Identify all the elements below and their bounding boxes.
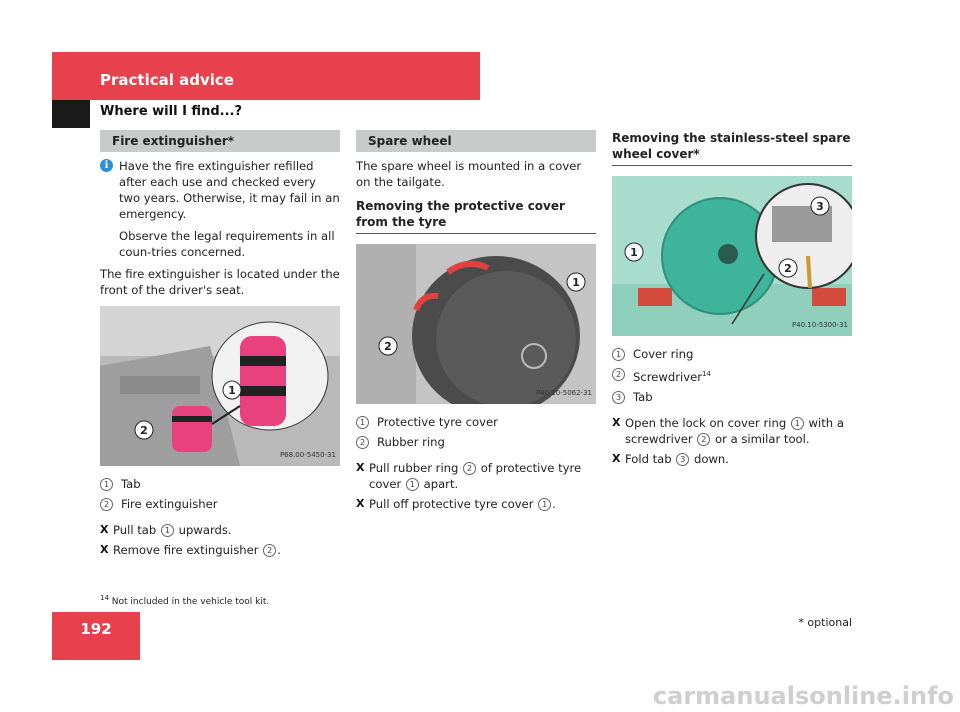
legend-item: 2 Rubber ring [356, 434, 596, 450]
column-fire-extinguisher [100, 130, 340, 562]
info-icon: i [100, 159, 113, 172]
fire-extinguisher-location-text: The fire extinguisher is located under the front of the driver's seat. [100, 267, 340, 297]
instruction-step: X Pull tab 1 upwards. [100, 523, 232, 537]
stainless-cover-heading: Removing the stainless-steel spare wheel cover* [612, 130, 852, 166]
spare-wheel-text: The spare wheel is mounted in a cover on the tailgate. [356, 159, 582, 189]
header-tab-marker [52, 100, 90, 128]
svg-text:1: 1 [228, 384, 236, 397]
info-note-text-2: Observe the legal requirements in all coun-tries concerned. [119, 229, 335, 259]
stainless-cover-photo [612, 176, 852, 336]
step-arrow-icon: X [612, 415, 621, 429]
svg-text:2: 2 [140, 424, 148, 437]
step-arrow-icon: X [612, 451, 621, 465]
optional-note: * optional [798, 616, 852, 629]
svg-text:1: 1 [572, 276, 580, 289]
step-arrow-icon: X [100, 543, 109, 556]
info-note-text-1: Have the fire extinguisher refilled after each use and checked every two years. Otherwise, it may fail in an emergency. [119, 159, 340, 221]
footnote: $^{14}$ Not included in the vehicle tool kit. [100, 594, 270, 607]
fire-extinguisher-photo [100, 306, 340, 466]
remove-cover-subheading: Removing the protective cover from the tyre [356, 198, 596, 234]
photo-reference-code: P40.10-5300-31 [791, 321, 848, 329]
instruction-step: X Remove fire extinguisher 2 . [100, 543, 281, 557]
section-title: Practical advice [100, 71, 234, 89]
step-arrow-icon: X [100, 523, 109, 536]
column-spare-wheel [356, 130, 596, 516]
legend-item: 1 Cover ring [612, 346, 852, 362]
info-note [100, 158, 340, 266]
instruction-step: X Pull rubber ring 2 of protective tyre cover 1 apart. [356, 461, 582, 491]
photo-reference-code: P40.10-5062-31 [535, 389, 592, 397]
svg-text:3: 3 [816, 200, 824, 213]
step-arrow-icon: X [356, 497, 365, 510]
instruction-step: X Fold tab 3 down. [612, 451, 729, 466]
spare-wheel-photo [356, 244, 596, 404]
subsection-title: Where will I find...? [100, 104, 242, 119]
spare-wheel-heading: Spare wheel [356, 130, 596, 152]
watermark: carmanualsonline.info [652, 682, 954, 710]
instruction-step: X Open the lock on cover ring 1 with a screwdriver 2 or a similar tool. [612, 415, 844, 446]
column-stainless-cover [612, 130, 852, 471]
photo-reference-code: P68.00-5450-31 [279, 451, 336, 459]
legend-item: 2 Fire extinguisher [100, 496, 340, 512]
legend-item: 3 Tab [612, 389, 852, 405]
fire-extinguisher-heading: Fire extinguisher* [100, 130, 340, 152]
step-arrow-icon: X [356, 461, 365, 474]
legend-item: 2 Screwdriver$^{14}$ [612, 366, 852, 385]
svg-text:2: 2 [784, 262, 792, 275]
instruction-step: X Pull off protective tyre cover 1 . [356, 497, 556, 511]
legend-item: 1 Protective tyre cover [356, 414, 596, 430]
svg-text:2: 2 [384, 340, 392, 353]
svg-text:1: 1 [630, 246, 638, 259]
page-number: 192 [80, 620, 112, 638]
legend-item: 1 Tab [100, 476, 340, 492]
